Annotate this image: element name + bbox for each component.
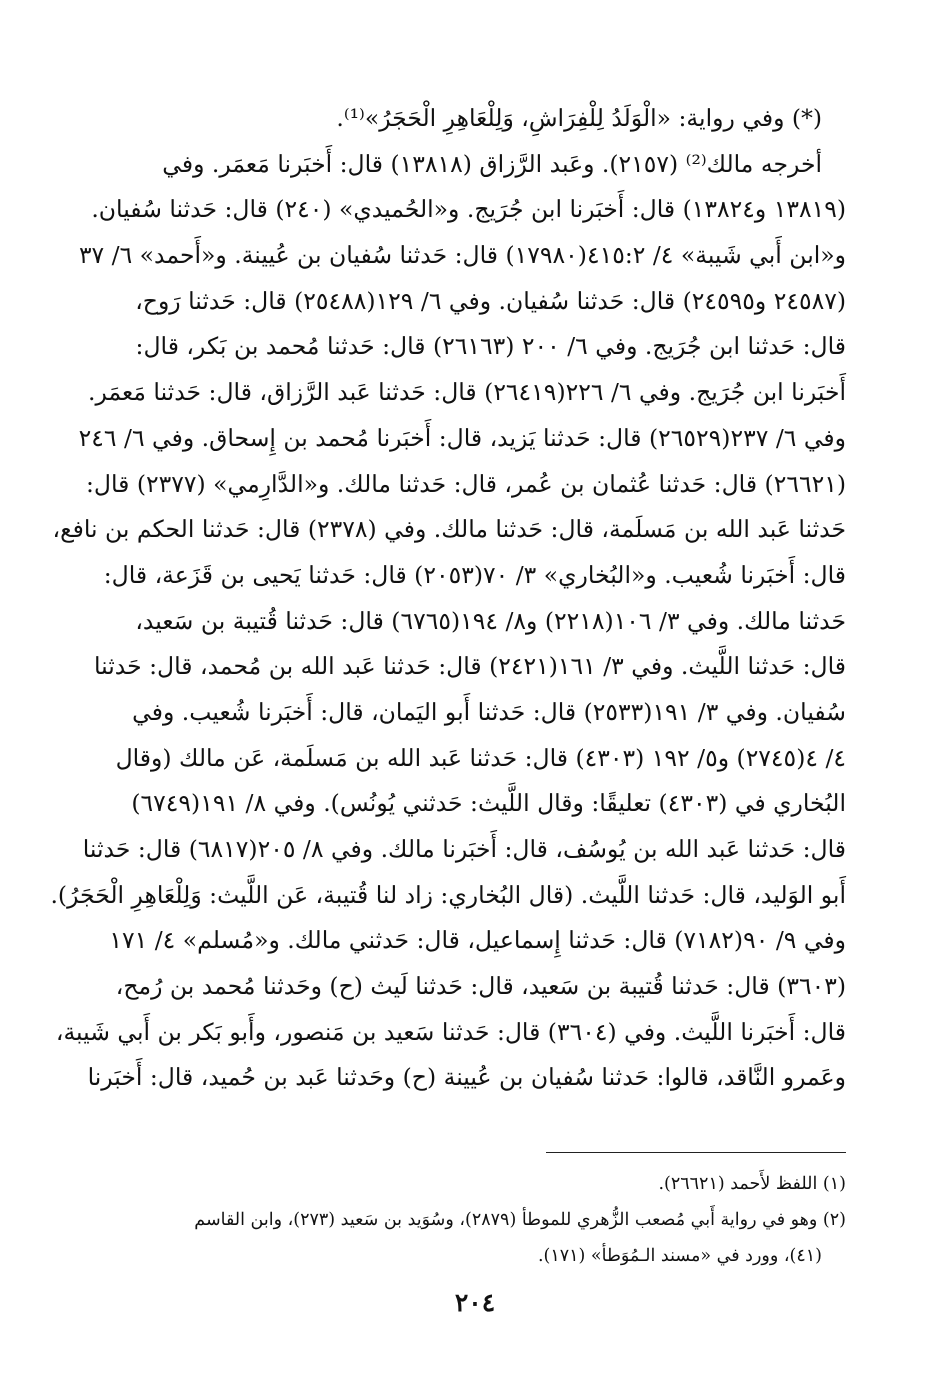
text-line: أَبو الوَليد، قال: حَدثنا اللَّيث. (قال البُخاري: زاد لنا قُتيبة، عَن اللَّيث: وَلِلْعَاهِرِ الْحَجَرُ). <box>50 880 846 909</box>
text-line: قال: أَخبَرنا شُعيب. و«البُخاري» ٣/ ٧٠(٢٠٥٣) قال: حَدثنا يَحيى بن قَزَعة، قال: <box>103 560 846 589</box>
text-line: وفي ٩/ ٩٠(٧١٨٢) قال: حَدثنا إِسماعيل، قال: حَدثني مالك. و«مُسلم» ٤/ ١٧١ <box>109 926 846 955</box>
text-line: (٣٦٠٣) قال: حَدثنا قُتيبة بن سَعيد، قال: حَدثنا لَيث (ح) وحَدثنا مُحمد بن رُمح، <box>115 972 846 1001</box>
text-line: وفي ٦/ ٢٣٧(٢٦٥٢٩) قال: حَدثنا يَزيد، قال: أَخبَرنا مُحمد بن إِسحاق. وفي ٦/ ٢٤٦ <box>78 423 846 452</box>
text-line: (*) وفي رواية: «الْوَلَدُ لِلْفِرَاشِ، وَلِلْعَاهِرِ الْحَجَرُ»⁽¹⁾. <box>336 104 822 132</box>
text-line: قال: حَدثنا عَبد الله بن يُوسُف، قال: أَخبَرنا مالك. وفي ٨/ ٢٠٥(٦٨١٧) قال: حَدثنا <box>82 835 846 863</box>
text-line: البُخاري في (٤٣٠٣) تعليقًا: وقال اللَّيث: حَدثني يُونُس). وفي ٨/ ١٩١(٦٧٤٩) <box>131 789 846 818</box>
text-line: وعَمرو النَّاقد، قالوا: حَدثنا سُفيان بن عُيينة (ح) وحَدثنا عَبد بن حُميد، قال: أَخبَرنا <box>87 1063 846 1092</box>
text-line: قال: حَدثنا ابن جُرَيج. وفي ٦/ ٢٠٠ (٢٦١٦٣) قال: حَدثنا مُحمد بن بَكر، قال: <box>135 332 846 361</box>
text-line: قال: حَدثنا اللَّيث. وفي ٣/ ١٦١(٢٤٢١) قال: حَدثنا عَبد الله بن مُحمد، قال: حَدثنا <box>94 652 846 681</box>
text-line: قال: أَخبَرنا اللَّيث. وفي (٣٦٠٤) قال: حَدثنا سَعيد بن مَنصور، وأَبو بَكر بن أَبي شَيبة، <box>55 1017 846 1046</box>
footnote-1: (١) اللفظ لأَحمد (٢٦٦٢١). <box>658 1174 846 1194</box>
text-line: أَخبَرنا ابن جُرَيج. وفي ٦/ ٢٢٦(٢٦٤١٩) قال: حَدثنا عَبد الرَّزاق، قال: حَدثنا مَعمَر. <box>88 378 846 407</box>
text-line: سُفيان. وفي ٣/ ١٩١(٢٥٣٣) قال: حَدثنا أَبو اليَمان، قال: أَخبَرنا شُعيب. وفي <box>132 697 846 726</box>
text-line: (٢٤٥٨٧ و٢٤٥٩٥) قال: حَدثنا سُفيان. وفي ٦/ ١٢٩(٢٥٤٨٨) قال: حَدثنا رَوح، <box>135 286 846 315</box>
footnotes-block <box>104 1166 846 1274</box>
footnote-2: (٢) وهو في رواية أَبي مُصعب الزُّهري للموطأ (٢٨٧٩)، وسُوَيد بن سَعيد (٢٧٣)، وابن القاسم <box>194 1210 846 1230</box>
footnote-2-continued: (٤١)، وورد في «مسند الـمُوَطأ» (١٧١). <box>537 1246 822 1266</box>
text-line: ٤/ ٤(٢٧٤٥) و٥/ ١٩٢ (٤٣٠٣) قال: حَدثنا عَبد الله بن مَسلَمة، عَن مالك (وقال <box>115 743 846 772</box>
text-line: (٢٦٦٢١) قال: حَدثنا عُثمان بن عُمر، قال: حَدثنا مالك. و«الدَّارِمي» (٢٣٧٧) قال: <box>85 469 846 498</box>
text-line: و«ابن أَبي شَيبة» ٤/ ٤١٥:٢(١٧٩٨٠) قال: حَدثنا سُفيان بن عُيينة. و«أَحمد» ٦/ ٣٧ <box>78 241 846 270</box>
text-line: حَدثنا مالك. وفي ٣/ ١٠٦(٢٢١٨) و٨/ ١٩٤(٦٧٦٥) قال: حَدثنا قُتيبة بن سَعيد، <box>135 606 846 635</box>
main-text-block <box>50 96 846 1101</box>
text-line: (١٣٨١٩ و١٣٨٢٤) قال: أَخبَرنا ابن جُرَيج. و«الحُميدي» (٢٤٠) قال: حَدثنا سُفيان. <box>91 195 846 224</box>
page-number: ٢٠٤ <box>454 1288 496 1317</box>
text-line: أخرجه مالك⁽²⁾ (٢١٥٧). وعَبد الرَّزاق (١٣٨١٨) قال: أَخبَرنا مَعمَر. وفي <box>162 149 822 178</box>
text-line: حَدثنا عَبد الله بن مَسلَمة، قال: حَدثنا مالك. وفي (٢٣٧٨) قال: حَدثنا الحكم بن نافع، <box>52 515 846 544</box>
footnote-divider <box>546 1152 846 1153</box>
